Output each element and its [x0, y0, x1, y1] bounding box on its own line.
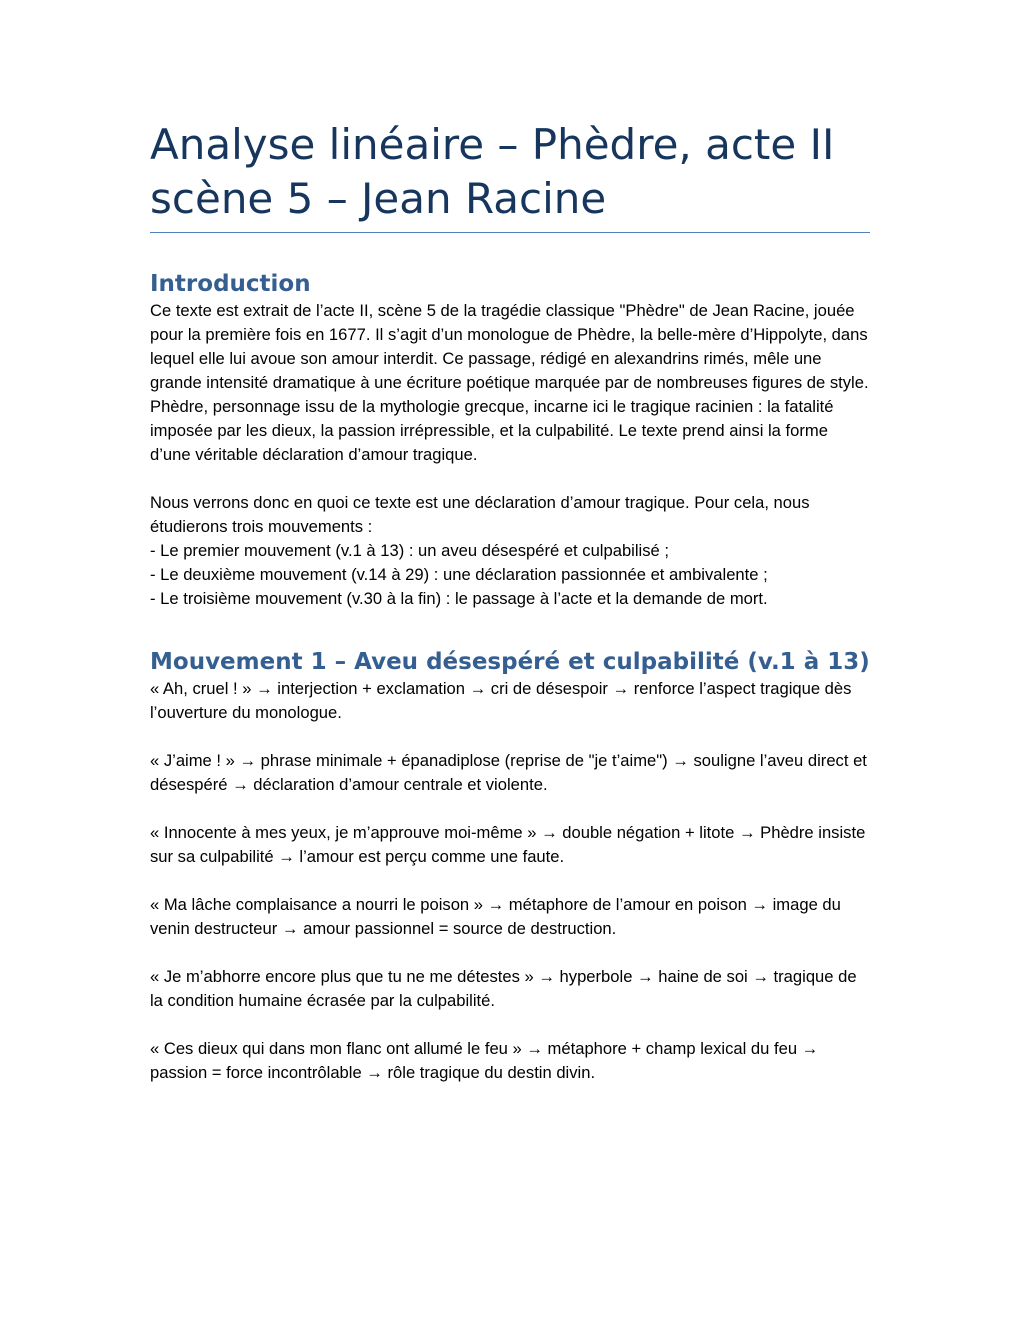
mouvement-1-heading: Mouvement 1 – Aveu désespéré et culpabilité (v.1 à 13)	[150, 649, 870, 675]
paragraph-spacer	[150, 1013, 870, 1037]
introduction-paragraph-1: Ce texte est extrait de l’acte II, scène 5 de la tragédie classique "Phèdre" de Jean Racine, jouée pour la première fois en 1677. Il s’agit d’un monologue de Phèdre, la belle-mère d’Hippolyte, dans lequel elle lui avoue son amour interdit. Ce passage, rédigé en alexandrins rimés, mêle une grande intensité dramatique à une écriture poétique marquée par de nombreuses figures de style. Phèdre, personnage issu de la mythologie grecque, incarne ici le tragique racinien : la fatalité imposée par les dieux, la passion irrépressible, et la culpabilité. Le texte prend ainsi la forme d’une véritable déclaration d’amour tragique.	[150, 301, 869, 464]
analysis-item: « Ah, cruel ! » → interjection + exclamation → cri de désespoir → renforce l’aspect tragique dès l’ouverture du monologue.	[150, 679, 852, 722]
introduction-heading: Introduction	[150, 271, 311, 297]
analysis-item: « Innocente à mes yeux, je m’approuve moi-même » → double négation + litote → Phèdre insiste sur sa culpabilité → l’amour est perçu comme une faute.	[150, 823, 866, 866]
analysis-item: « Ma lâche complaisance a nourri le poison » → métaphore de l’amour en poison → image du venin destructeur → amour passionnel = source de destruction.	[150, 895, 841, 938]
document-page	[150, 118, 870, 1085]
introduction-paragraph-2	[150, 491, 870, 611]
paragraph-spacer	[150, 467, 870, 491]
paragraph-spacer	[150, 869, 870, 893]
plan-intro-text: Nous verrons donc en quoi ce texte est une déclaration d’amour tragique. Pour cela, nous étudierons trois mouvements :	[150, 493, 810, 536]
analysis-item: « Je m’abhorre encore plus que tu ne me détestes » → hyperbole → haine de soi → tragique de la condition humaine écrasée par la culpabilité.	[150, 967, 857, 1010]
analysis-item: « J’aime ! » → phrase minimale + épanadiplose (reprise de "je t’aime") → souligne l’aveu direct et désespéré → déclaration d’amour centrale et violente.	[150, 751, 867, 794]
paragraph-spacer	[150, 941, 870, 965]
analysis-item: « Ces dieux qui dans mon flanc ont allumé le feu » → métaphore + champ lexical du feu → passion = force incontrôlable → rôle tragique du destin divin.	[150, 1039, 819, 1082]
paragraph-spacer	[150, 797, 870, 821]
paragraph-spacer	[150, 725, 870, 749]
document-title: Analyse linéaire – Phèdre, acte II scène 5 – Jean Racine	[150, 118, 870, 233]
plan-movement-2: - Le deuxième mouvement (v.14 à 29) : une déclaration passionnée et ambivalente ;	[150, 565, 768, 584]
plan-movement-1: - Le premier mouvement (v.1 à 13) : un aveu désespéré et culpabilisé ;	[150, 541, 669, 560]
plan-movement-3: - Le troisième mouvement (v.30 à la fin) : le passage à l’acte et la demande de mort.	[150, 589, 768, 608]
